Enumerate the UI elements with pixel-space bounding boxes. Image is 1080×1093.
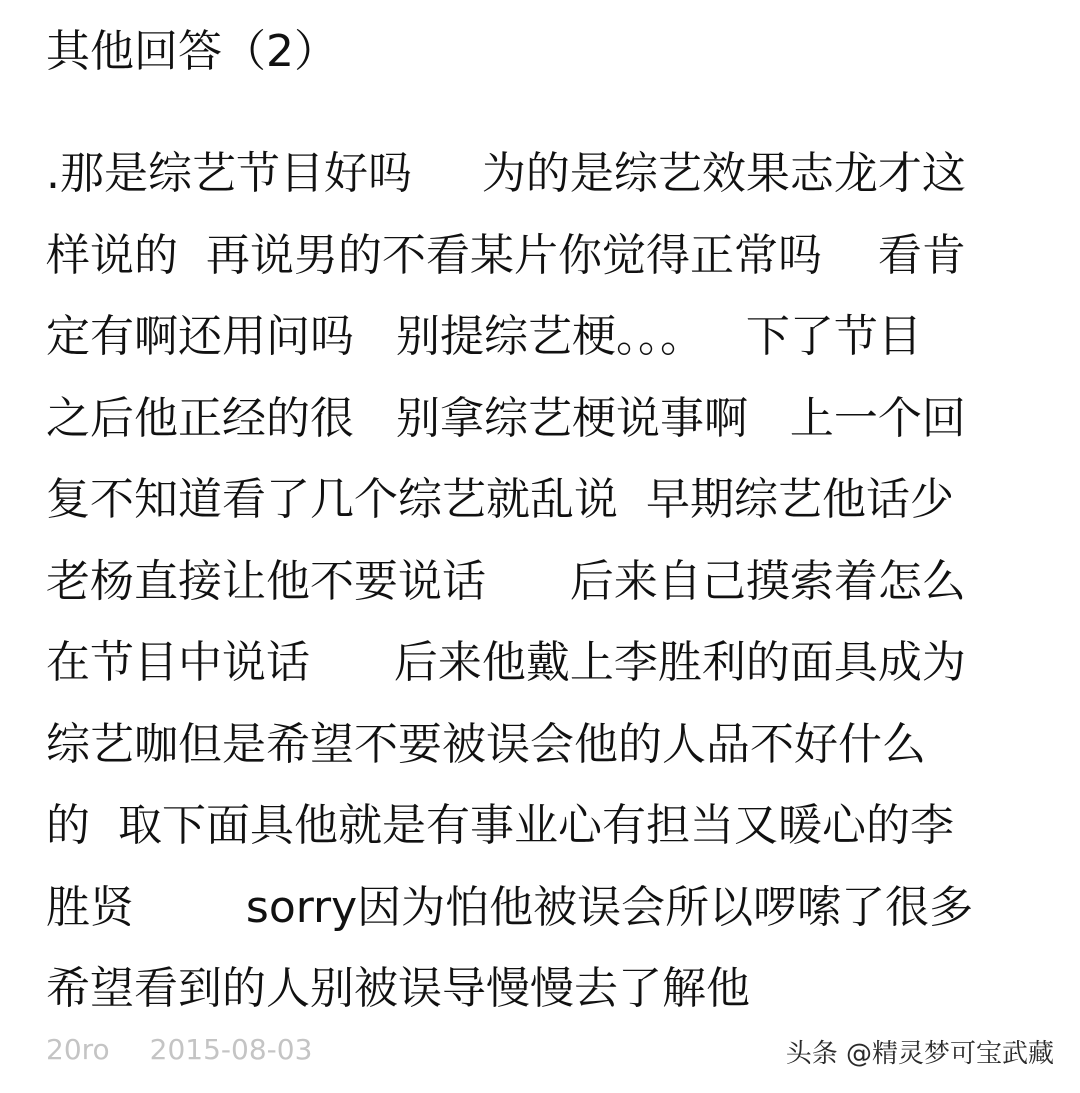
answer-text	[46, 138, 1046, 1035]
answer-line: 复不知道看了几个综艺就乱说 早期综艺他话少	[46, 474, 954, 525]
answer-line: 的 取下面具他就是有事业心有担当又暖心的李	[46, 800, 954, 851]
answer-line: 希望看到的人别被误导慢慢去了解他	[46, 963, 750, 1014]
answer-author[interactable]: 20ro	[46, 1033, 110, 1066]
answer-line: 在节目中说话 后来他戴上李胜利的面具成为	[46, 637, 966, 688]
other-answers-heading: 其他回答（2）	[46, 26, 338, 77]
answer-line: 老杨直接让他不要说话 后来自己摸索着怎么	[46, 555, 966, 607]
answer-line: .那是综艺节目好吗 为的是综艺效果志龙才这	[46, 148, 966, 199]
answer-line: 样说的 再说男的不看某片你觉得正常吗 看肯	[46, 229, 966, 281]
answer-meta	[46, 1028, 312, 1072]
answer-line: 之后他正经的很 别拿综艺梗说事啊 上一个回	[46, 392, 966, 444]
answer-date: 2015-08-03	[149, 1033, 313, 1066]
answer-line: 胜贤 sorry因为怕他被误会所以啰嗦了很多	[46, 881, 974, 933]
answer-line: 定有啊还用问吗 别提综艺梗。。。 下了节目	[46, 311, 922, 362]
answer-line: 综艺咖但是希望不要被误会他的人品不好什么	[46, 718, 926, 770]
source-watermark: 头条 @精灵梦可宝武藏	[785, 1039, 1054, 1069]
